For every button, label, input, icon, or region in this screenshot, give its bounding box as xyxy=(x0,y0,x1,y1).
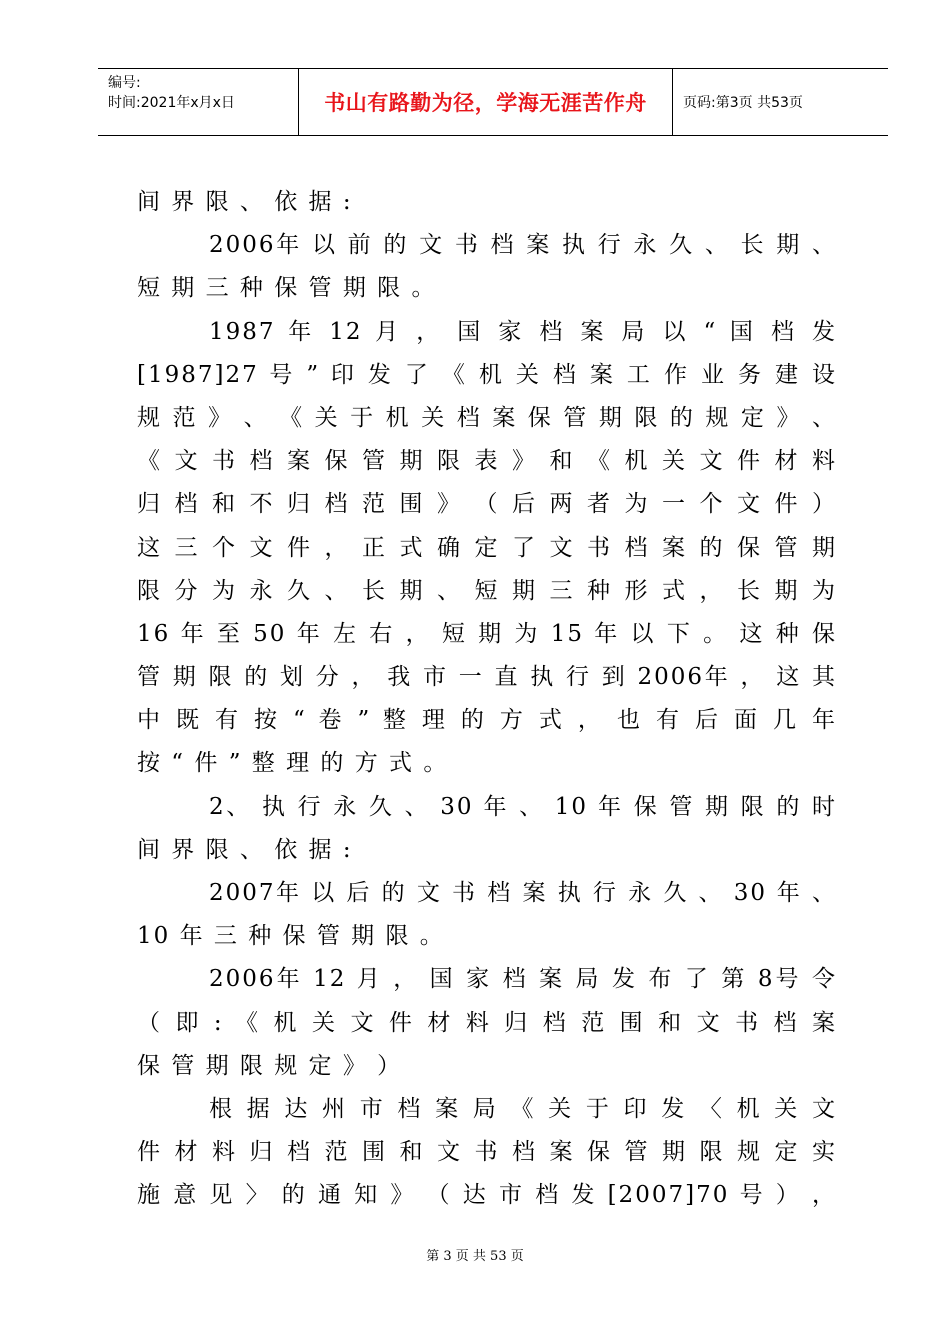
page-footer: 第 3 页 共 53 页 xyxy=(426,1249,524,1264)
text-line: 管 期 限 的 划 分 ， 我 市 一 直 执 行 到 2006年 ， 这 其 xyxy=(137,664,837,691)
text-line: 2006年 以 前 的 文 书 档 案 执 行 永 久 、 长 期 、 xyxy=(209,232,837,259)
text-line: 归 档 和 不 归 档 范 围 》 （ 后 两 者 为 一 个 文 件 ） xyxy=(137,491,837,518)
text-line: 间 界 限 、 依 据 : xyxy=(137,189,353,215)
text-line: （ 即 : 《 机 关 文 件 材 料 归 档 范 围 和 文 书 档 案 xyxy=(137,1009,837,1036)
text-line: 施 意 见 〉 的 通 知 》 （ 达 市 档 发 [2007]70 号 ） ， xyxy=(137,1182,837,1209)
text-line: 间 界 限 、 依 据 : xyxy=(137,836,353,863)
text-line: 2、 执 行 永 久 、 30 年 、 10 年 保 管 期 限 的 时 xyxy=(209,793,837,820)
text-line: 1987 年 12 月 ， 国 家 档 案 局 以 “ 国 档 发 xyxy=(209,318,837,345)
header-page-info: 页码:第3页 共53页 xyxy=(683,95,803,111)
text-line: 规 范 》 、 《 关 于 机 关 档 案 保 管 期 限 的 规 定 》 、 xyxy=(137,404,837,431)
text-line: 2006年 12 月 ， 国 家 档 案 局 发 布 了 第 8号 令 xyxy=(209,966,837,993)
text-line: 根 据 达 州 市 档 案 局 《 关 于 印 发 〈 机 关 文 xyxy=(209,1095,837,1122)
text-line: 短 期 三 种 保 管 期 限 。 xyxy=(137,275,437,302)
text-line: 《 文 书 档 案 保 管 期 限 表 》 和 《 机 关 文 件 材 料 xyxy=(137,448,837,475)
text-line: 2007年 以 后 的 文 书 档 案 执 行 永 久 、 30 年 、 xyxy=(209,880,837,906)
header-motto: 书山有路勤为径，学海无涯苦作舟 xyxy=(299,69,673,135)
document-body xyxy=(137,181,837,1218)
text-line: [1987]27 号 ” 印 发 了 《 机 关 档 案 工 作 业 务 建 设 xyxy=(137,361,837,388)
text-line: 件 材 料 归 档 范 围 和 文 书 档 案 保 管 期 限 规 定 实 xyxy=(137,1139,837,1166)
text-line: 保 管 期 限 规 定 》 ） xyxy=(137,1052,403,1079)
text-line: 这 三 个 文 件 ， 正 式 确 定 了 文 书 档 案 的 保 管 期 xyxy=(137,534,837,561)
text-line: 按 “ 件 ” 整 理 的 方 式 。 xyxy=(137,750,449,777)
time-label: 时间:2021年x月x日 xyxy=(108,95,235,111)
page-header xyxy=(98,68,888,136)
text-line: 16 年 至 50 年 左 右 ， 短 期 为 15 年 以 下 。 这 种 保 xyxy=(137,620,837,647)
number-label: 编号: xyxy=(108,75,141,91)
text-line: 中 既 有 按 “ 卷 ” 整 理 的 方 式 ， 也 有 后 面 几 年 xyxy=(137,707,837,734)
text-line: 限 分 为 永 久 、 长 期 、 短 期 三 种 形 式 ， 长 期 为 xyxy=(137,577,837,604)
header-meta xyxy=(98,69,299,135)
text-line: 10 年 三 种 保 管 期 限 。 xyxy=(137,923,445,950)
